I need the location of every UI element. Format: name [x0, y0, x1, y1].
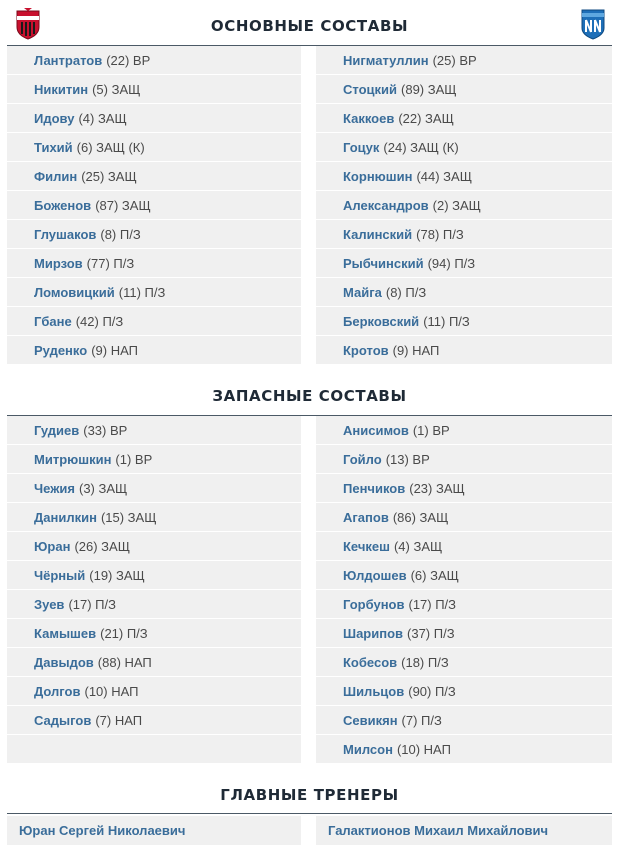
player-name[interactable]: Рыбчинский — [343, 255, 424, 271]
player-number-position: (6) ЗАЩ — [410, 567, 459, 583]
player-name[interactable]: Идову — [34, 110, 75, 126]
player-number-position: (7) НАП — [95, 712, 143, 728]
player-name[interactable]: Гоцук — [343, 139, 380, 155]
player-number-position: (10) НАП — [84, 683, 139, 699]
player-number-position: (86) ЗАЩ — [392, 509, 449, 525]
coach-home[interactable]: Юран Сергей Николаевич — [7, 816, 301, 845]
section-title-starting: ОСНОВНЫЕ СОСТАВЫ — [210, 17, 409, 35]
player-name[interactable]: Никитин — [34, 81, 89, 97]
player-row[interactable] — [316, 307, 612, 335]
player-row[interactable] — [316, 75, 612, 103]
player-name[interactable]: Чежия — [34, 480, 75, 496]
player-number-position: (1) ВР — [115, 451, 153, 467]
player-row[interactable] — [316, 46, 612, 74]
player-name[interactable]: Берковский — [343, 313, 420, 329]
player-row[interactable] — [316, 561, 612, 589]
player-row[interactable] — [7, 590, 301, 618]
player-number-position: (21) П/З — [100, 625, 148, 641]
player-name[interactable]: Кобесов — [343, 654, 398, 670]
player-number-position: (6) ЗАЩ (К) — [76, 139, 145, 155]
player-name[interactable]: Тихий — [34, 139, 73, 155]
player-row[interactable] — [316, 249, 612, 277]
player-number-position: (23) ЗАЩ — [409, 480, 465, 496]
player-row[interactable] — [7, 162, 301, 190]
player-name[interactable]: Пенчиков — [343, 480, 406, 496]
player-name[interactable]: Мирзов — [34, 255, 83, 271]
player-number-position: (1) ВР — [412, 422, 450, 438]
player-number-position: (11) П/З — [423, 313, 470, 329]
player-row[interactable] — [7, 474, 301, 502]
player-number-position: (19) ЗАЩ — [89, 567, 145, 583]
player-row[interactable] — [7, 249, 301, 277]
player-row[interactable] — [7, 445, 301, 473]
player-row[interactable] — [7, 706, 301, 734]
player-row[interactable] — [316, 278, 612, 306]
player-row[interactable] — [7, 648, 301, 676]
player-row[interactable] — [316, 133, 612, 161]
player-row[interactable] — [7, 75, 301, 103]
empty-row — [7, 735, 301, 763]
player-row[interactable] — [7, 191, 301, 219]
player-number-position: (26) ЗАЩ — [74, 538, 130, 554]
player-name[interactable]: Лантратов — [34, 52, 103, 68]
player-name[interactable]: Майга — [343, 284, 382, 300]
player-number-position: (33) ВР — [83, 422, 128, 438]
player-row[interactable] — [316, 336, 612, 364]
player-row[interactable] — [316, 162, 612, 190]
player-number-position: (5) ЗАЩ — [92, 81, 141, 97]
player-name[interactable]: Гудиев — [34, 422, 80, 438]
player-number-position: (9) НАП — [91, 342, 138, 358]
section-title-coaches: ГЛАВНЫЕ ТРЕНЕРЫ — [220, 786, 399, 804]
player-name[interactable]: Митрюшкин — [34, 451, 112, 467]
player-number-position: (17) П/З — [408, 596, 457, 612]
player-row[interactable] — [316, 220, 612, 248]
player-row[interactable] — [7, 416, 301, 444]
player-row[interactable] — [7, 561, 301, 589]
player-name[interactable]: Данилкин — [34, 509, 97, 525]
player-name[interactable]: Давыдов — [34, 654, 94, 670]
player-number-position: (89) ЗАЩ — [401, 81, 457, 97]
section-title-subs: ЗАПАСНЫЕ СОСТАВЫ — [212, 387, 407, 405]
player-row[interactable] — [316, 706, 612, 734]
player-row[interactable] — [7, 503, 301, 531]
player-number-position: (37) П/З — [407, 625, 455, 641]
player-name[interactable]: Ломовицкий — [34, 284, 115, 300]
player-name[interactable]: Агапов — [343, 509, 389, 525]
player-name[interactable]: Александров — [343, 197, 429, 213]
player-number-position: (4) ЗАЩ — [393, 538, 443, 554]
subs-home-list — [7, 416, 301, 764]
player-number-position: (8) П/З — [385, 284, 427, 300]
starting-home-list — [7, 46, 301, 365]
player-row[interactable] — [316, 648, 612, 676]
player-row[interactable] — [7, 619, 301, 647]
player-name[interactable]: Нигматуллин — [343, 52, 429, 68]
player-number-position: (44) ЗАЩ — [416, 168, 472, 184]
starting-away-list — [316, 46, 612, 365]
player-row[interactable] — [7, 278, 301, 306]
player-name[interactable]: Милсон — [343, 741, 393, 757]
player-row[interactable] — [316, 191, 612, 219]
player-name[interactable]: Камышев — [34, 625, 97, 641]
player-name[interactable]: Юран — [34, 538, 71, 554]
player-name[interactable]: Шарипов — [343, 625, 404, 641]
player-number-position: (2) ЗАЩ — [432, 197, 481, 213]
player-name[interactable]: Калинский — [343, 226, 413, 242]
player-row[interactable] — [316, 416, 612, 444]
player-row[interactable] — [316, 677, 612, 705]
player-name[interactable]: Стоцкий — [343, 81, 398, 97]
player-number-position: (17) П/З — [68, 596, 116, 612]
player-number-position: (25) ЗАЩ — [81, 168, 137, 184]
player-number-position: (4) ЗАЩ — [78, 110, 127, 126]
player-number-position: (22) ЗАЩ — [398, 110, 454, 126]
player-name[interactable]: Чёрный — [34, 567, 86, 583]
player-number-position: (15) ЗАЩ — [100, 509, 157, 525]
player-number-position: (10) НАП — [396, 741, 451, 757]
player-name[interactable]: Гойло — [343, 451, 382, 467]
player-number-position: (18) П/З — [401, 654, 449, 670]
player-number-position: (8) П/З — [100, 226, 141, 242]
player-number-position: (11) П/З — [118, 284, 166, 300]
player-name[interactable]: Шильцов — [343, 683, 405, 699]
player-row[interactable] — [316, 735, 612, 763]
player-name[interactable]: Глушаков — [34, 226, 97, 242]
player-row[interactable] — [316, 503, 612, 531]
player-row[interactable] — [7, 336, 301, 364]
player-name[interactable]: Филин — [34, 168, 78, 184]
player-number-position: (7) П/З — [401, 712, 442, 728]
player-name[interactable]: Гбане — [34, 313, 72, 329]
section-divider — [7, 813, 612, 814]
player-number-position: (87) ЗАЩ — [95, 197, 151, 213]
player-row[interactable] — [316, 619, 612, 647]
subs-away-list — [316, 416, 612, 764]
player-number-position: (22) ВР — [106, 52, 151, 68]
player-name[interactable]: Руденко — [34, 342, 88, 358]
player-row[interactable] — [316, 474, 612, 502]
player-row[interactable] — [7, 220, 301, 248]
player-name[interactable]: Корнюшин — [343, 168, 413, 184]
player-row[interactable] — [7, 307, 301, 335]
player-row[interactable] — [7, 133, 301, 161]
player-name[interactable]: Юлдошев — [343, 567, 407, 583]
player-number-position: (90) П/З — [408, 683, 456, 699]
player-row[interactable] — [316, 590, 612, 618]
player-row[interactable] — [316, 532, 612, 560]
player-number-position: (25) ВР — [432, 52, 477, 68]
player-number-position: (3) ЗАЩ — [79, 480, 128, 496]
coach-away[interactable]: Галактионов Михаил Михайлович — [316, 816, 612, 845]
player-number-position: (78) П/З — [416, 226, 464, 242]
player-row[interactable] — [7, 677, 301, 705]
player-name[interactable]: Севикян — [343, 712, 398, 728]
player-name[interactable]: Кечкеш — [343, 538, 390, 554]
player-name[interactable]: Боженов — [34, 197, 92, 213]
player-number-position: (94) П/З — [427, 255, 476, 271]
player-name[interactable]: Каккоев — [343, 110, 395, 126]
player-row[interactable] — [316, 445, 612, 473]
player-number-position: (42) П/З — [75, 313, 124, 329]
player-row[interactable] — [7, 46, 301, 74]
player-number-position: (9) НАП — [392, 342, 440, 358]
player-name[interactable]: Долгов — [34, 683, 81, 699]
player-number-position: (13) ВР — [385, 451, 430, 467]
player-row[interactable] — [316, 104, 612, 132]
player-number-position: (77) П/З — [86, 255, 135, 271]
player-number-position: (88) НАП — [97, 654, 152, 670]
player-row[interactable] — [7, 532, 301, 560]
player-row[interactable] — [7, 104, 301, 132]
player-name[interactable]: Кротов — [343, 342, 389, 358]
player-number-position: (24) ЗАЩ (К) — [383, 139, 459, 155]
player-name[interactable]: Зуев — [34, 596, 65, 612]
player-name[interactable]: Горбунов — [343, 596, 405, 612]
player-name[interactable]: Садыгов — [34, 712, 92, 728]
player-name[interactable]: Анисимов — [343, 422, 409, 438]
